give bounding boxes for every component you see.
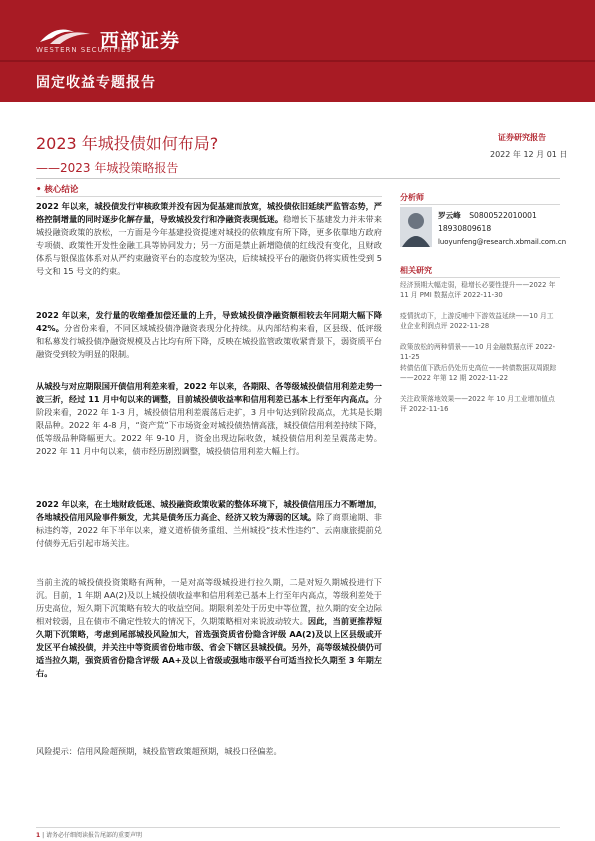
bullet-icon: • [36, 185, 42, 195]
analyst-heading: 分析师 [400, 193, 424, 202]
analyst-avatar [400, 207, 432, 247]
paragraph-1-lead: 2022 年以来，城投债发行审核政策并没有因为促基建而放宽，城投债依旧延续严监管态势，严格控制增量的同时逐步化解存量，导致城投发行和净融资表现低迷。 [36, 201, 382, 224]
page-number: 1 [36, 832, 41, 839]
title-divider [36, 178, 560, 179]
analyst-name-row [438, 210, 537, 221]
section-divider [36, 196, 382, 197]
paragraph-2-lead: 2022 年以来，发行量的收缩叠加偿还量的上升，导致城投债净融资额相较去年同期大幅下降 42%。 [36, 310, 382, 333]
paragraph-4-lead: 2022 年以来，在土地财政低迷、城投融资政策收紧的整体环境下，城投债信用压力不断增加，各地城投信用风险事件频发，尤其是债务压力高企、经济又较为薄弱的区域。 [36, 499, 382, 522]
paragraph-5-body: 当前主流的城投债投资策略有两种，一是对高等级城投进行拉久期，二是对短久期城投进行下沉。目前，1 年期 AA(2)及以上城投债收益率和信用利差已基本上行至年内高点，等级利差处于历史高位，短久期下沉策略有较大的收益空间。期限利差处于历史中等位置，拉久期的安全边际相对较弱，且在债市不确定性较大的情况下，久期策略相对来说波动较大。 [36, 577, 382, 626]
analyst-divider [400, 204, 560, 205]
paragraph-2 [36, 309, 382, 361]
risk-warning [36, 745, 382, 758]
paragraph-5 [36, 576, 382, 680]
paragraph-1-body: 稳增长下基建发力并未带来城投融资政策的放松，一方面是今年基建投资提速对城投的依赖度有所下降，更多依靠地方政府专项债、政策性开发性金融工具等协同发力；另一方面是禁止新增隐债的红线没有变化，且财政体系与银保监体系对从严约束融资平台的态度较为坚决，后续城投平台的融资仍将实质性受到 5 号文和 15 号文的约束。 [36, 214, 382, 276]
footer-sep: | [42, 832, 47, 839]
report-date: 2022 年 12 月 01 日 [490, 150, 568, 159]
footer-disclaimer: 请务必仔细阅读报告尾部的重要声明 [46, 832, 143, 839]
company-name-en: WESTERN SECURITIES [36, 46, 132, 54]
report-type: 固定收益专题报告 [36, 75, 156, 91]
person-icon [400, 207, 432, 247]
paragraph-2-body: 分省份来看，不同区域城投债净融资表现分化持续。从内部结构来看，区县级、低评级和私募发行城投债净融资规模及占比均有所下降，反映在城投监管政策收紧背景下，弱资质平台融资受到较为明显的限制。 [36, 323, 382, 359]
related-item[interactable]: 政策放松的两种情景——10 月金融数据点评 2022-11-25 [400, 343, 556, 362]
risk-warning-text: 风险提示：信用风险超预期，城投监管政策超预期，城投口径偏差。 [36, 746, 282, 756]
related-item[interactable]: 转债估值下跌后仍处历史高位——转债数据双周跟踪——2022 年第 12 期 2022-11-22 [400, 364, 557, 383]
related-heading: 相关研究 [400, 266, 432, 275]
paragraph-3 [36, 380, 382, 458]
related-item[interactable]: 关注政策落地效果——2022 年 10 月工业增加值点评 2022-11-16 [400, 395, 555, 414]
footer [36, 830, 142, 839]
related-divider [400, 277, 560, 278]
report-category: 证券研究报告 [498, 133, 546, 142]
related-item[interactable]: 经济预期大幅走弱，稳增长必要性提升——2022 年 11 月 PMI 数据点评 2022-11-30 [400, 281, 556, 300]
paragraph-3-body: 分阶段来看，2022 年 1-3 月，城投债信用利差震荡后走扩，3 月中旬达到阶段高点，尤其是长期限品种。2022 年 4-8 月，“资产荒”下市场资金对城投债热情高涨，城投债信用利差持续下降，低等级品种降幅更大。2022 年 9-10 月，资金出现边际收敛，城投债信用利差呈震荡走势。2022 年 11 月中旬以来，债市经历剧烈调整，城投债信用利差大幅上行。 [36, 394, 382, 456]
report-title: 2023 年城投债如何布局? [36, 134, 219, 153]
paragraph-5-lead: 因此，当前更推荐短久期下沉策略，考虑到尾部城投风险加大，首选强资质省份隐含评级 AA(2)及以上区县级或开发区平台城投债，并关注中等资质省份地市级、省会下辖区县城投债。另外，高等级城投债仍可适当拉久期，强资质省份隐含评级 AA+及以上省级或强地市级平台可适当拉长久期至 3 年期左右。 [36, 616, 382, 678]
paragraph-1 [36, 200, 382, 278]
analyst-phone: 18930809618 [438, 224, 492, 233]
paragraph-4-body: 除了商票逾期、非标违约等，2022 年下半年以来，遵义道桥债务重组、兰州城投“技术性违约”、云南康旅提前兑付债券无后引起市场关注。 [36, 512, 382, 548]
report-subtitle: ——2023 年城投策略报告 [36, 161, 179, 175]
paragraph-3-lead: 从城投与对应期限国开债信用利差来看，2022 年以来，各期限、各等级城投债信用利差走势一波三折，经过 11 月中旬以来的调整，目前城投债收益率和信用利差已基本上行至年内高点。 [36, 381, 382, 404]
analyst-name: 罗云峰 [438, 211, 461, 220]
company-name-cn: 西部证券 [100, 30, 181, 52]
footer-divider [36, 827, 560, 828]
paragraph-4 [36, 498, 382, 550]
related-item[interactable]: 疫情扰动下，上游反哺中下游效益延续——10 月工业企业利润点评 2022-11-28 [400, 312, 554, 331]
analyst-email[interactable]: luoyunfeng@research.xbmail.com.cn [438, 238, 567, 246]
section-heading [36, 183, 78, 195]
section-heading-label: 核心结论 [44, 185, 79, 195]
analyst-license: S0800522010001 [469, 211, 537, 220]
